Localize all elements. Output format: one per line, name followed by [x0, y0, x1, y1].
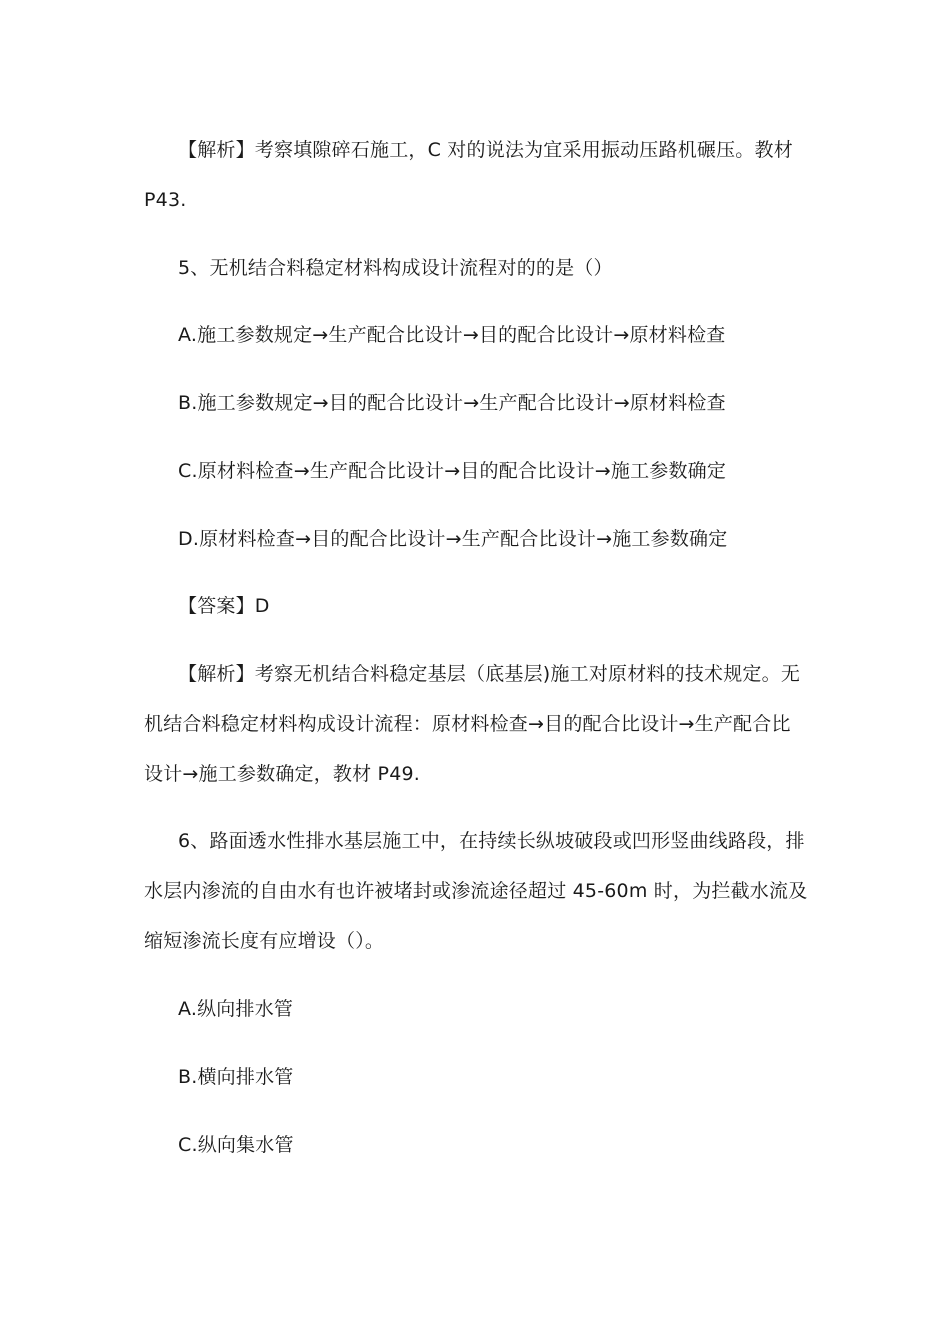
question-5-option-a: A.施工参数规定→生产配合比设计→目的配合比设计→原材料检查: [178, 324, 726, 346]
question-5-analysis-line-3: 设计→施工参数确定，教材 P49.: [144, 763, 421, 785]
question-6-option-a: A.纵向排水管: [178, 998, 294, 1020]
question-6-option-b: B.横向排水管: [178, 1066, 294, 1088]
question-5-analysis-line-1: 【解析】考察无机结合料稳定基层（底基层)施工对原材料的技术规定。无: [178, 663, 801, 685]
question-6-stem-line-1: 6、路面透水性排水基层施工中，在持续长纵坡破段或凹形竖曲线路段，排: [178, 830, 805, 852]
question-6-stem-line-3: 缩短渗流长度有应增设（）。: [144, 930, 385, 952]
prev-analysis-line-1: 【解析】考察填隙碎石施工，C 对的说法为宜采用振动压路机碾压。教材: [178, 139, 793, 161]
question-5-option-c: C.原材料检查→生产配合比设计→目的配合比设计→施工参数确定: [178, 460, 727, 482]
question-5-option-d: D.原材料检查→目的配合比设计→生产配合比设计→施工参数确定: [178, 528, 728, 550]
question-5-answer: 【答案】D: [178, 595, 270, 617]
question-5-option-b: B.施工参数规定→目的配合比设计→生产配合比设计→原材料检查: [178, 392, 726, 414]
question-6-option-c: C.纵向集水管: [178, 1134, 294, 1156]
prev-analysis-line-2: P43.: [144, 189, 187, 211]
question-5-analysis-line-2: 机结合料稳定材料构成设计流程：原材料检查→目的配合比设计→生产配合比: [144, 713, 791, 735]
question-5-stem: 5、无机结合料稳定材料构成设计流程对的的是（）: [178, 257, 613, 279]
question-6-stem-line-2: 水层内渗流的自由水有也许被堵封或渗流途径超过 45-60m 时，为拦截水流及: [144, 880, 808, 902]
